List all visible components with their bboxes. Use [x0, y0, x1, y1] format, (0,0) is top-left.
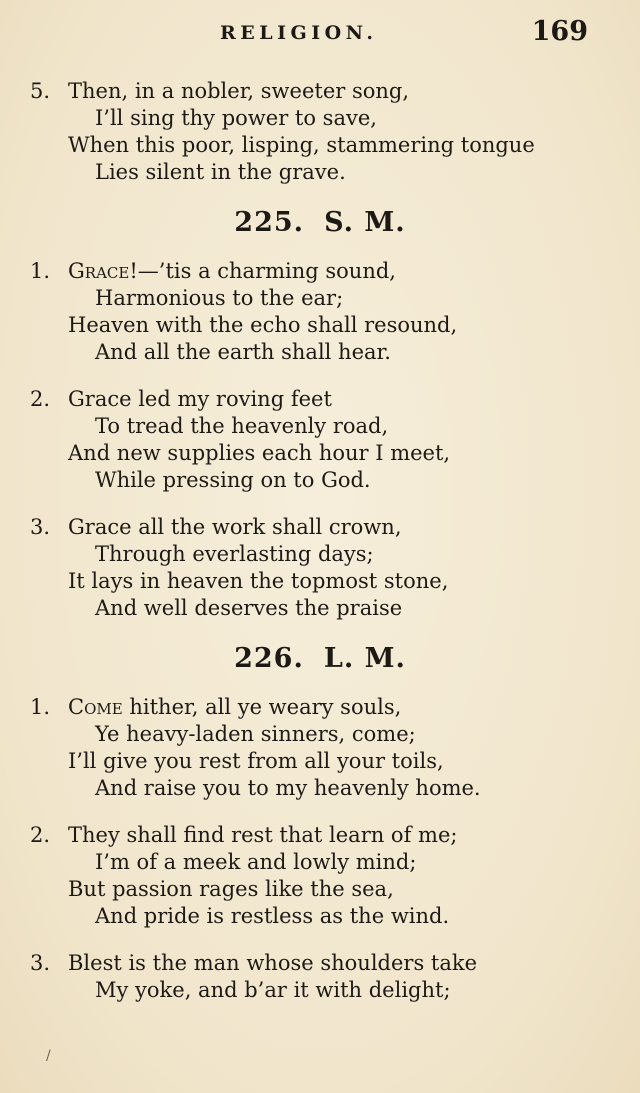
verse-line — [30, 105, 610, 132]
hymn-meter: S. M. — [324, 207, 406, 238]
verse-line — [30, 413, 610, 440]
verse-line — [30, 849, 610, 876]
verse-text: I’ll give you rest from all your toils, — [68, 749, 444, 773]
verse-line — [30, 467, 610, 494]
verse-text: Through everlasting days; — [95, 542, 374, 566]
running-title: RELIGION. — [220, 22, 378, 44]
verse-line — [30, 822, 610, 849]
verse-line — [30, 694, 610, 721]
stray-mark: / — [46, 1048, 51, 1064]
verse-text: Grace all the work shall crown, — [68, 515, 402, 539]
verse-line — [30, 440, 610, 467]
verse-line — [30, 977, 610, 1004]
verse-text: And raise you to my heavenly home. — [95, 776, 481, 800]
stanza — [30, 258, 610, 366]
verse-text: Ye heavy-laden sinners, come; — [95, 722, 416, 746]
verse-text: Lies silent in the grave. — [95, 160, 346, 184]
small-caps-lead: Come — [68, 695, 123, 719]
hymn-number: 226. — [234, 643, 304, 674]
stanza — [30, 514, 610, 622]
verse-text: hither, all ye weary souls, — [122, 695, 402, 719]
stanza — [30, 950, 610, 1004]
verse-text: But passion rages like the sea, — [68, 877, 394, 901]
verse-text: It lays in heaven the topmost stone, — [68, 569, 449, 593]
verse-line — [30, 950, 610, 977]
verse-text: While pressing on to God. — [95, 468, 371, 492]
verse-line — [30, 159, 610, 186]
verse-line — [30, 748, 610, 775]
stanza-number: 3. — [30, 951, 51, 975]
verse-text: Blest is the man whose shoulders take — [68, 951, 478, 975]
verse-text: To tread the heavenly road, — [95, 414, 389, 438]
verse-line — [30, 903, 610, 930]
stanza-number: 3. — [30, 515, 51, 539]
verse-text: My yoke, and b’ar it with delight; — [95, 978, 451, 1002]
stanza-number: 2. — [30, 387, 51, 411]
verse-line — [30, 312, 610, 339]
verse-line — [30, 595, 610, 622]
running-head — [0, 18, 640, 54]
verse-line — [30, 876, 610, 903]
stanza — [30, 78, 610, 186]
verse-line — [30, 721, 610, 748]
hymn-text — [30, 78, 610, 1024]
verse-text: When this poor, lisping, stammering tongue — [68, 133, 535, 157]
verse-text: They shall find rest that learn of me; — [68, 823, 458, 847]
stanza-number: 5. — [30, 79, 51, 103]
hymn-heading — [30, 206, 610, 240]
verse-text: I’ll sing thy power to save, — [95, 106, 377, 130]
verse-text: And well deserves the praise — [95, 596, 403, 620]
verse-text: And new supplies each hour I meet, — [68, 441, 451, 465]
stanza — [30, 822, 610, 930]
verse-line — [30, 775, 610, 802]
verse-line — [30, 285, 610, 312]
verse-text: And all the earth shall hear. — [95, 340, 391, 364]
stanza-number: 1. — [30, 259, 51, 283]
verse-text: And pride is restless as the wind. — [95, 904, 450, 928]
verse-text: Harmonious to the ear; — [95, 286, 344, 310]
verse-text: I’m of a meek and lowly mind; — [95, 850, 417, 874]
hymn-heading — [30, 642, 610, 676]
stanza-number: 2. — [30, 823, 51, 847]
verse-line — [30, 339, 610, 366]
verse-line — [30, 78, 610, 105]
stanza — [30, 386, 610, 494]
verse-line — [30, 132, 610, 159]
hymn-meter: L. M. — [323, 643, 406, 674]
verse-text: Then, in a nobler, sweeter song, — [68, 79, 410, 103]
verse-text: Grace led my roving feet — [68, 387, 332, 411]
verse-line — [30, 541, 610, 568]
verse-line — [30, 568, 610, 595]
verse-text: !—’tis a charming sound, — [129, 259, 396, 283]
stanza-number: 1. — [30, 695, 51, 719]
verse-text: Heaven with the echo shall resound, — [68, 313, 458, 337]
hymn-number: 225. — [234, 207, 305, 238]
verse-line — [30, 514, 610, 541]
stanza — [30, 694, 610, 802]
verse-line — [30, 386, 610, 413]
verse-line — [30, 258, 610, 285]
page-number: 169 — [531, 16, 588, 47]
small-caps-lead: Grace — [68, 259, 130, 283]
